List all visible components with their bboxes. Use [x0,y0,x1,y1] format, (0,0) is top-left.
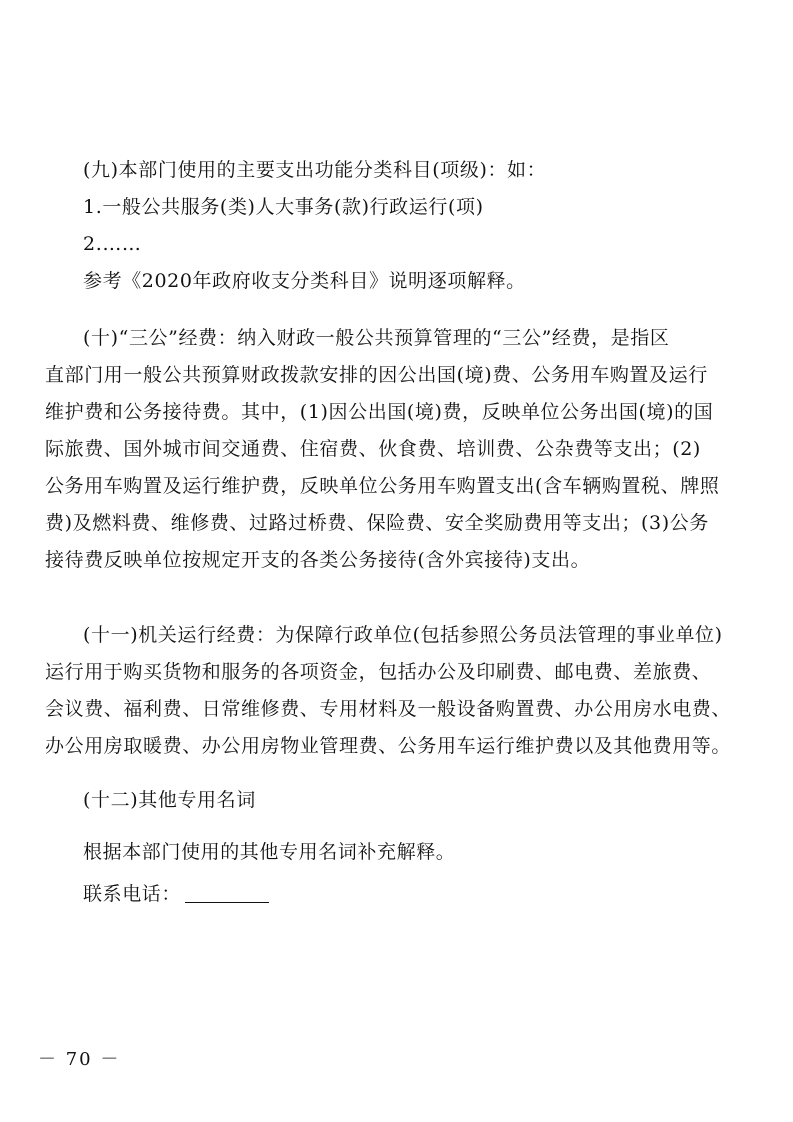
paragraph-line: 公务用车购置及运行维护费，反映单位公务用车购置支出(含车辆购置税、牌照 [45,475,720,497]
section-12-heading: (十二)其他专用名词 [83,789,256,811]
jiguan-paragraph [45,617,765,765]
contact-line [45,876,765,913]
contact-phone-blank [185,882,269,903]
paragraph-line: (十)“三公”经费：纳入财政一般公共预算管理的“三公”经费，是指区 [83,327,670,349]
paragraph-line: 运行用于购买货物和服务的各项资金，包括办公及印刷费、邮电费、差旅费、 [45,661,712,683]
paragraph-line: 办公用房取暖费、办公用房物业管理费、公务用车运行维护费以及其他费用等。 [45,735,732,757]
paragraph-line: 直部门用一般公共预算财政拨款安排的因公出国(境)费、公务用车购置及运行 [45,364,708,386]
sangong-paragraph [45,320,765,579]
section-9-heading: (九)本部门使用的主要支出功能分类科目(项级)：如： [83,159,547,181]
paragraph-line: 会议费、福利费、日常维修费、专用材料及一般设备购置费、办公用房水电费、 [45,698,732,720]
contact-label: 联系电话： [83,883,182,905]
list-item-2: 2.…… [83,233,142,255]
paragraph-line: 际旅费、国外城市间交通费、住宿费、伙食费、培训费、公杂费等支出；(2) [45,438,701,460]
paragraph-line: (十一)机关运行经费：为保障行政单位(包括参照公务员法管理的事业单位) [83,624,723,646]
paragraph-line: 费)及燃料费、维修费、过路过桥费、保险费、安全奖励费用等支出；(3)公务 [45,512,709,534]
paragraph-line: 接待费反映单位按规定开支的各类公务接待(含外宾接待)支出。 [45,549,591,571]
paragraph-line: 维护费和公务接待费。其中，(1)因公出国(境)费，反映单位公务出国(境)的国 [45,401,714,423]
list-item-1: 1.一般公共服务(类)人大事务(款)行政运行(项) [83,196,484,218]
page-number: － 70 － [38,1049,121,1070]
reference-note: 参考《2020年政府收支分类科目》说明逐项解释。 [83,270,526,292]
other-terms-note: 根据本部门使用的其他专用名词补充解释。 [83,841,456,863]
